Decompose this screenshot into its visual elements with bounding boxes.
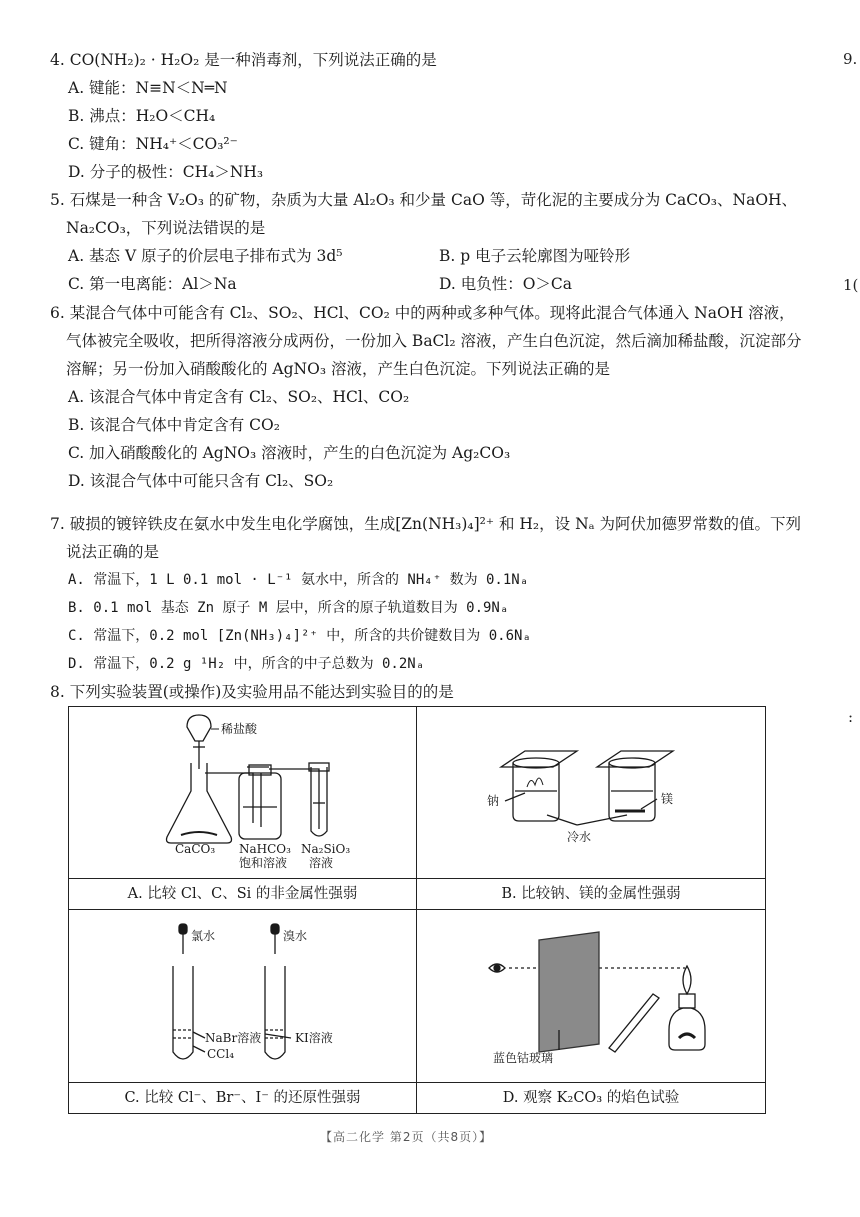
- label-sodium: 钠: [487, 794, 500, 808]
- option-c: C. 第一电离能：Al＞Na: [68, 275, 237, 293]
- option-a: A. 常温下，1 L 0.1 mol · L⁻¹ 氨水中，所含的 NH₄⁺ 数为 0.1Nₐ: [68, 572, 529, 588]
- option-b: B. 0.1 mol 基态 Zn 原子 M 层中，所含的原子轨道数目为 0.9Nₐ: [68, 600, 509, 616]
- gas-generation-apparatus-diagram: [69, 707, 417, 879]
- question-4: [50, 46, 810, 186]
- question-stem: 8. 下列实验装置(或操作)及实验用品不能达到实验目的的是: [50, 683, 454, 701]
- halogen-test-tube-diagram: [69, 910, 417, 1082]
- option-d: D. 电负性：O＞Ca: [439, 275, 573, 293]
- label-ki-solution: KI溶液: [295, 1031, 333, 1045]
- margin-fragment: 9.: [843, 50, 858, 68]
- caption-b: B. 比较钠、镁的金属性强弱: [417, 878, 765, 909]
- label-nahco3: NaHCO₃: [239, 842, 291, 856]
- question-8: [50, 678, 810, 706]
- question-stem: 5. 石煤是一种含 V₂O₃ 的矿物，杂质为大量 Al₂O₃ 和少量 CaO 等，苛化泥的主要成分为 CaCO₃、NaOH、Na₂CO₃，下列说法错误的是: [50, 191, 798, 237]
- question-7: [50, 510, 810, 678]
- question-stem: 4. CO(NH₂)₂ · H₂O₂ 是一种消毒剂，下列说法正确的是: [50, 51, 437, 69]
- option-c: C. 键角：NH₄⁺＜CO₃²⁻: [68, 135, 238, 153]
- label-solution: 溶液: [309, 856, 334, 870]
- experiment-grid: [68, 706, 766, 1114]
- flame-test-diagram: [417, 910, 765, 1082]
- question-5: [50, 186, 810, 298]
- option-a: A. 该混合气体中肯定含有 Cl₂、SO₂、HCl、CO₂: [68, 388, 410, 406]
- label-cobalt-glass: 蓝色钴玻璃: [493, 1051, 554, 1065]
- option-b: B. p 电子云轮廓图为哑铃形: [439, 247, 631, 265]
- question-stem: 7. 破损的镀锌铁皮在氨水中发生电化学腐蚀，生成[Zn(NH₃)₄]²⁺ 和 H₂，设 Nₐ 为阿伏加德罗常数的值。下列说法正确的是: [50, 515, 802, 561]
- experiment-c: [69, 910, 417, 1113]
- option-d: D. 该混合气体中可能只含有 Cl₂、SO₂: [68, 472, 334, 490]
- question-stem: 6. 某混合气体中可能含有 Cl₂、SO₂、HCl、CO₂ 中的两种或多种气体。现将此混合气体通入 NaOH 溶液，气体被完全吸收，把所得溶液分成两份，一份加入 BaCl₂ 溶液，产生白色沉淀，然后滴加稀盐酸，沉淀部分溶解；另一份加入硝酸酸化的 AgNO₃ 溶液，产生白色沉淀。下列说法正确的是: [50, 304, 802, 378]
- label-bromine-water: 溴水: [283, 929, 308, 943]
- page-footer: 【高二化学 第2页（共8页）】: [320, 1130, 493, 1144]
- caption-a: A. 比较 Cl、C、Si 的非金属性强弱: [69, 878, 416, 909]
- label-magnesium: 镁: [661, 792, 674, 806]
- experiment-a: [69, 707, 417, 910]
- option-c: C. 常温下，0.2 mol [Zn(NH₃)₄]²⁺ 中，所含的共价键数目为 0.6Nₐ: [68, 628, 531, 644]
- label-cold-water: 冷水: [567, 830, 592, 844]
- beaker-reaction-diagram: [417, 707, 765, 879]
- option-a: A. 基态 V 原子的价层电子排布式为 3d⁵: [68, 247, 343, 265]
- margin-fragment: :: [848, 708, 854, 726]
- option-d: D. 分子的极性：CH₄＞NH₃: [68, 163, 264, 181]
- caption-d: D. 观察 K₂CO₃ 的焰色试验: [417, 1082, 765, 1113]
- experiment-d: [417, 910, 765, 1113]
- question-6: [50, 299, 810, 495]
- caption-c: C. 比较 Cl⁻、Br⁻、I⁻ 的还原性强弱: [69, 1082, 416, 1113]
- margin-fragment: 1(: [843, 276, 859, 294]
- option-d: D. 常温下，0.2 g ¹H₂ 中，所含的中子总数为 0.2Nₐ: [68, 656, 425, 672]
- option-b: B. 沸点：H₂O＜CH₄: [68, 107, 216, 125]
- option-c: C. 加入硝酸酸化的 AgNO₃ 溶液时，产生的白色沉淀为 Ag₂CO₃: [68, 444, 511, 462]
- label-dilute-hcl: 稀盐酸: [221, 722, 258, 736]
- label-ccl4: CCl₄: [207, 1047, 235, 1061]
- label-chlorine-water: 氯水: [191, 929, 216, 943]
- option-b: B. 该混合气体中肯定含有 CO₂: [68, 416, 280, 434]
- label-caco3: CaCO₃: [175, 842, 216, 856]
- label-nabr-solution: NaBr溶液: [205, 1031, 262, 1045]
- label-na2sio3: Na₂SiO₃: [301, 842, 351, 856]
- experiment-b: [417, 707, 765, 910]
- option-a: A. 键能：N≡N＜N═N: [68, 79, 228, 97]
- label-saturated-solution: 饱和溶液: [239, 856, 288, 870]
